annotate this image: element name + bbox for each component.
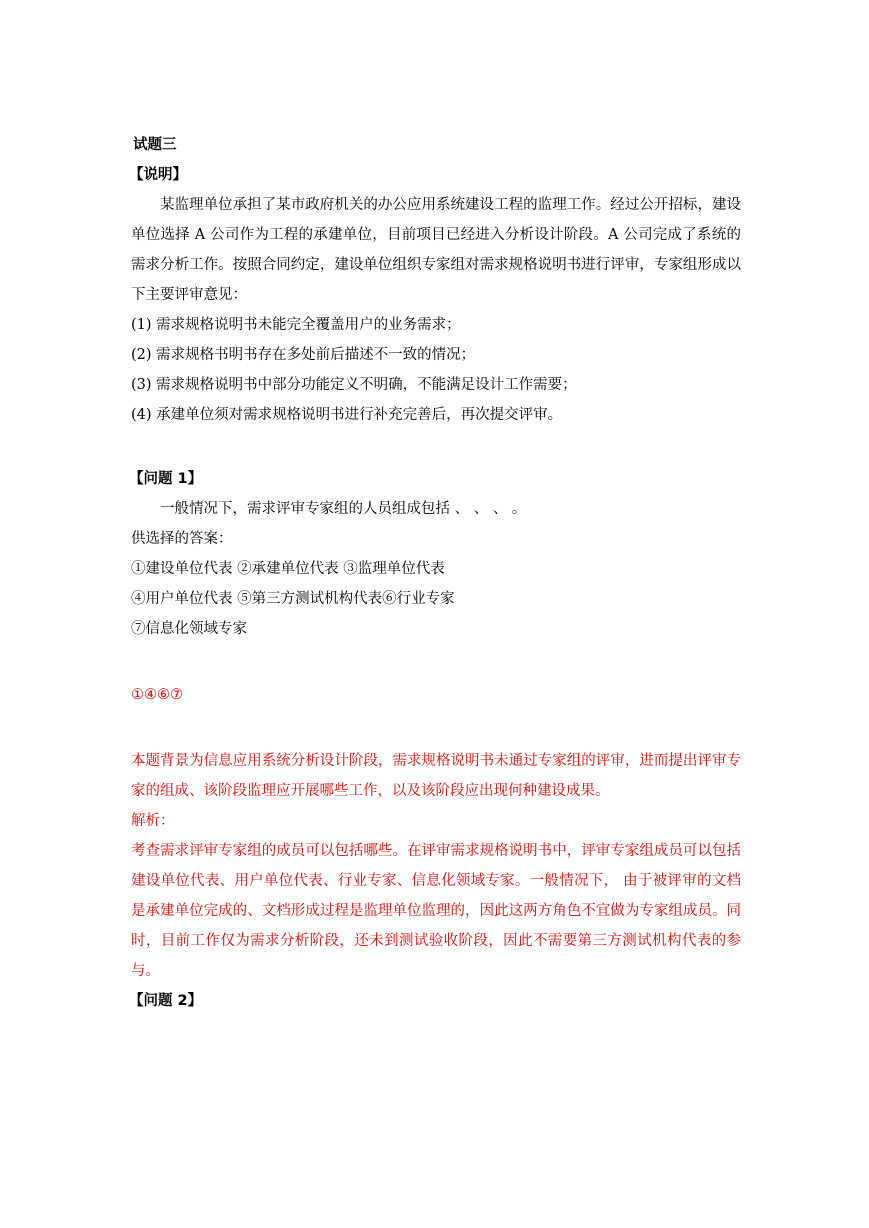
opinion-item-2: (2) 需求规格书明书存在多处前后描述不一致的情况； — [131, 347, 476, 363]
opinion-item-1: (1) 需求规格说明书未能完全覆盖用户的业务需求； — [131, 317, 461, 333]
analysis-label: 解析： — [131, 813, 175, 829]
spacer — [131, 430, 741, 464]
document-body — [131, 130, 741, 1016]
opinion-item-4: (4) 承建单位须对需求规格说明书进行补充完善后，再次提交评审。 — [131, 407, 563, 423]
opinion-item-3: (3) 需求规格说明书中部分功能定义不明确，不能满足设计工作需要； — [131, 377, 577, 393]
question-1-heading: 【问题 1】 — [129, 471, 203, 487]
spacer — [131, 644, 741, 680]
background-paragraph: 本题背景为信息应用系统分析设计阶段，需求规格说明书未通过专家组的评审，进而提出评审专家的组成、该阶段监理应开展哪些工作，以及该阶段应出现何种建设成果。 — [131, 753, 741, 799]
answer-text: ①④⑥⑦ — [131, 687, 183, 703]
analysis-paragraph: 考查需求评审专家组的成员可以包括哪些。在评审需求规格说明书中，评审专家组成员可以包括建设单位代表、用户单位代表、行业专家、信息化领域专家。一般情况下， 由于被评审的文档是承建单位完成的、文档形成过程是监理单位监理的，因此这两方角色不宜做为专家组成员。同时，目前工作仅为需求分析阶段，还未到测试验收阶段，因此不需要第三方测试机构代表的参与。 — [131, 843, 741, 979]
choices-line-1: ①建设单位代表 ②承建单位代表 ③监理单位代表 — [131, 561, 445, 577]
choices-line-3: ⑦信息化领域专家 — [131, 621, 247, 637]
question-2-heading: 【问题 2】 — [129, 993, 203, 1009]
question-title: 试题三 — [133, 137, 177, 153]
choices-line-2: ④用户单位代表 ⑤第三方测试机构代表⑥行业专家 — [131, 591, 455, 607]
section-heading-shuoming: 【说明】 — [129, 167, 187, 183]
question-1-text: 一般情况下，需求评审专家组的人员组成包括 、 、 、 。 — [160, 501, 527, 517]
spacer — [131, 710, 741, 746]
intro-paragraph: 某监理单位承担了某市政府机关的办公应用系统建设工程的监理工作。经过公开招标，建设单位选择 A 公司作为工程的承建单位，目前项目已经进入分析设计阶段。A 公司完成了系统的需求分析工作。按照合同约定，建设单位组织专家组对需求规格说明书进行评审，专家组形成以下主要评审意见： — [131, 197, 741, 303]
choices-label: 供选择的答案： — [131, 531, 233, 547]
